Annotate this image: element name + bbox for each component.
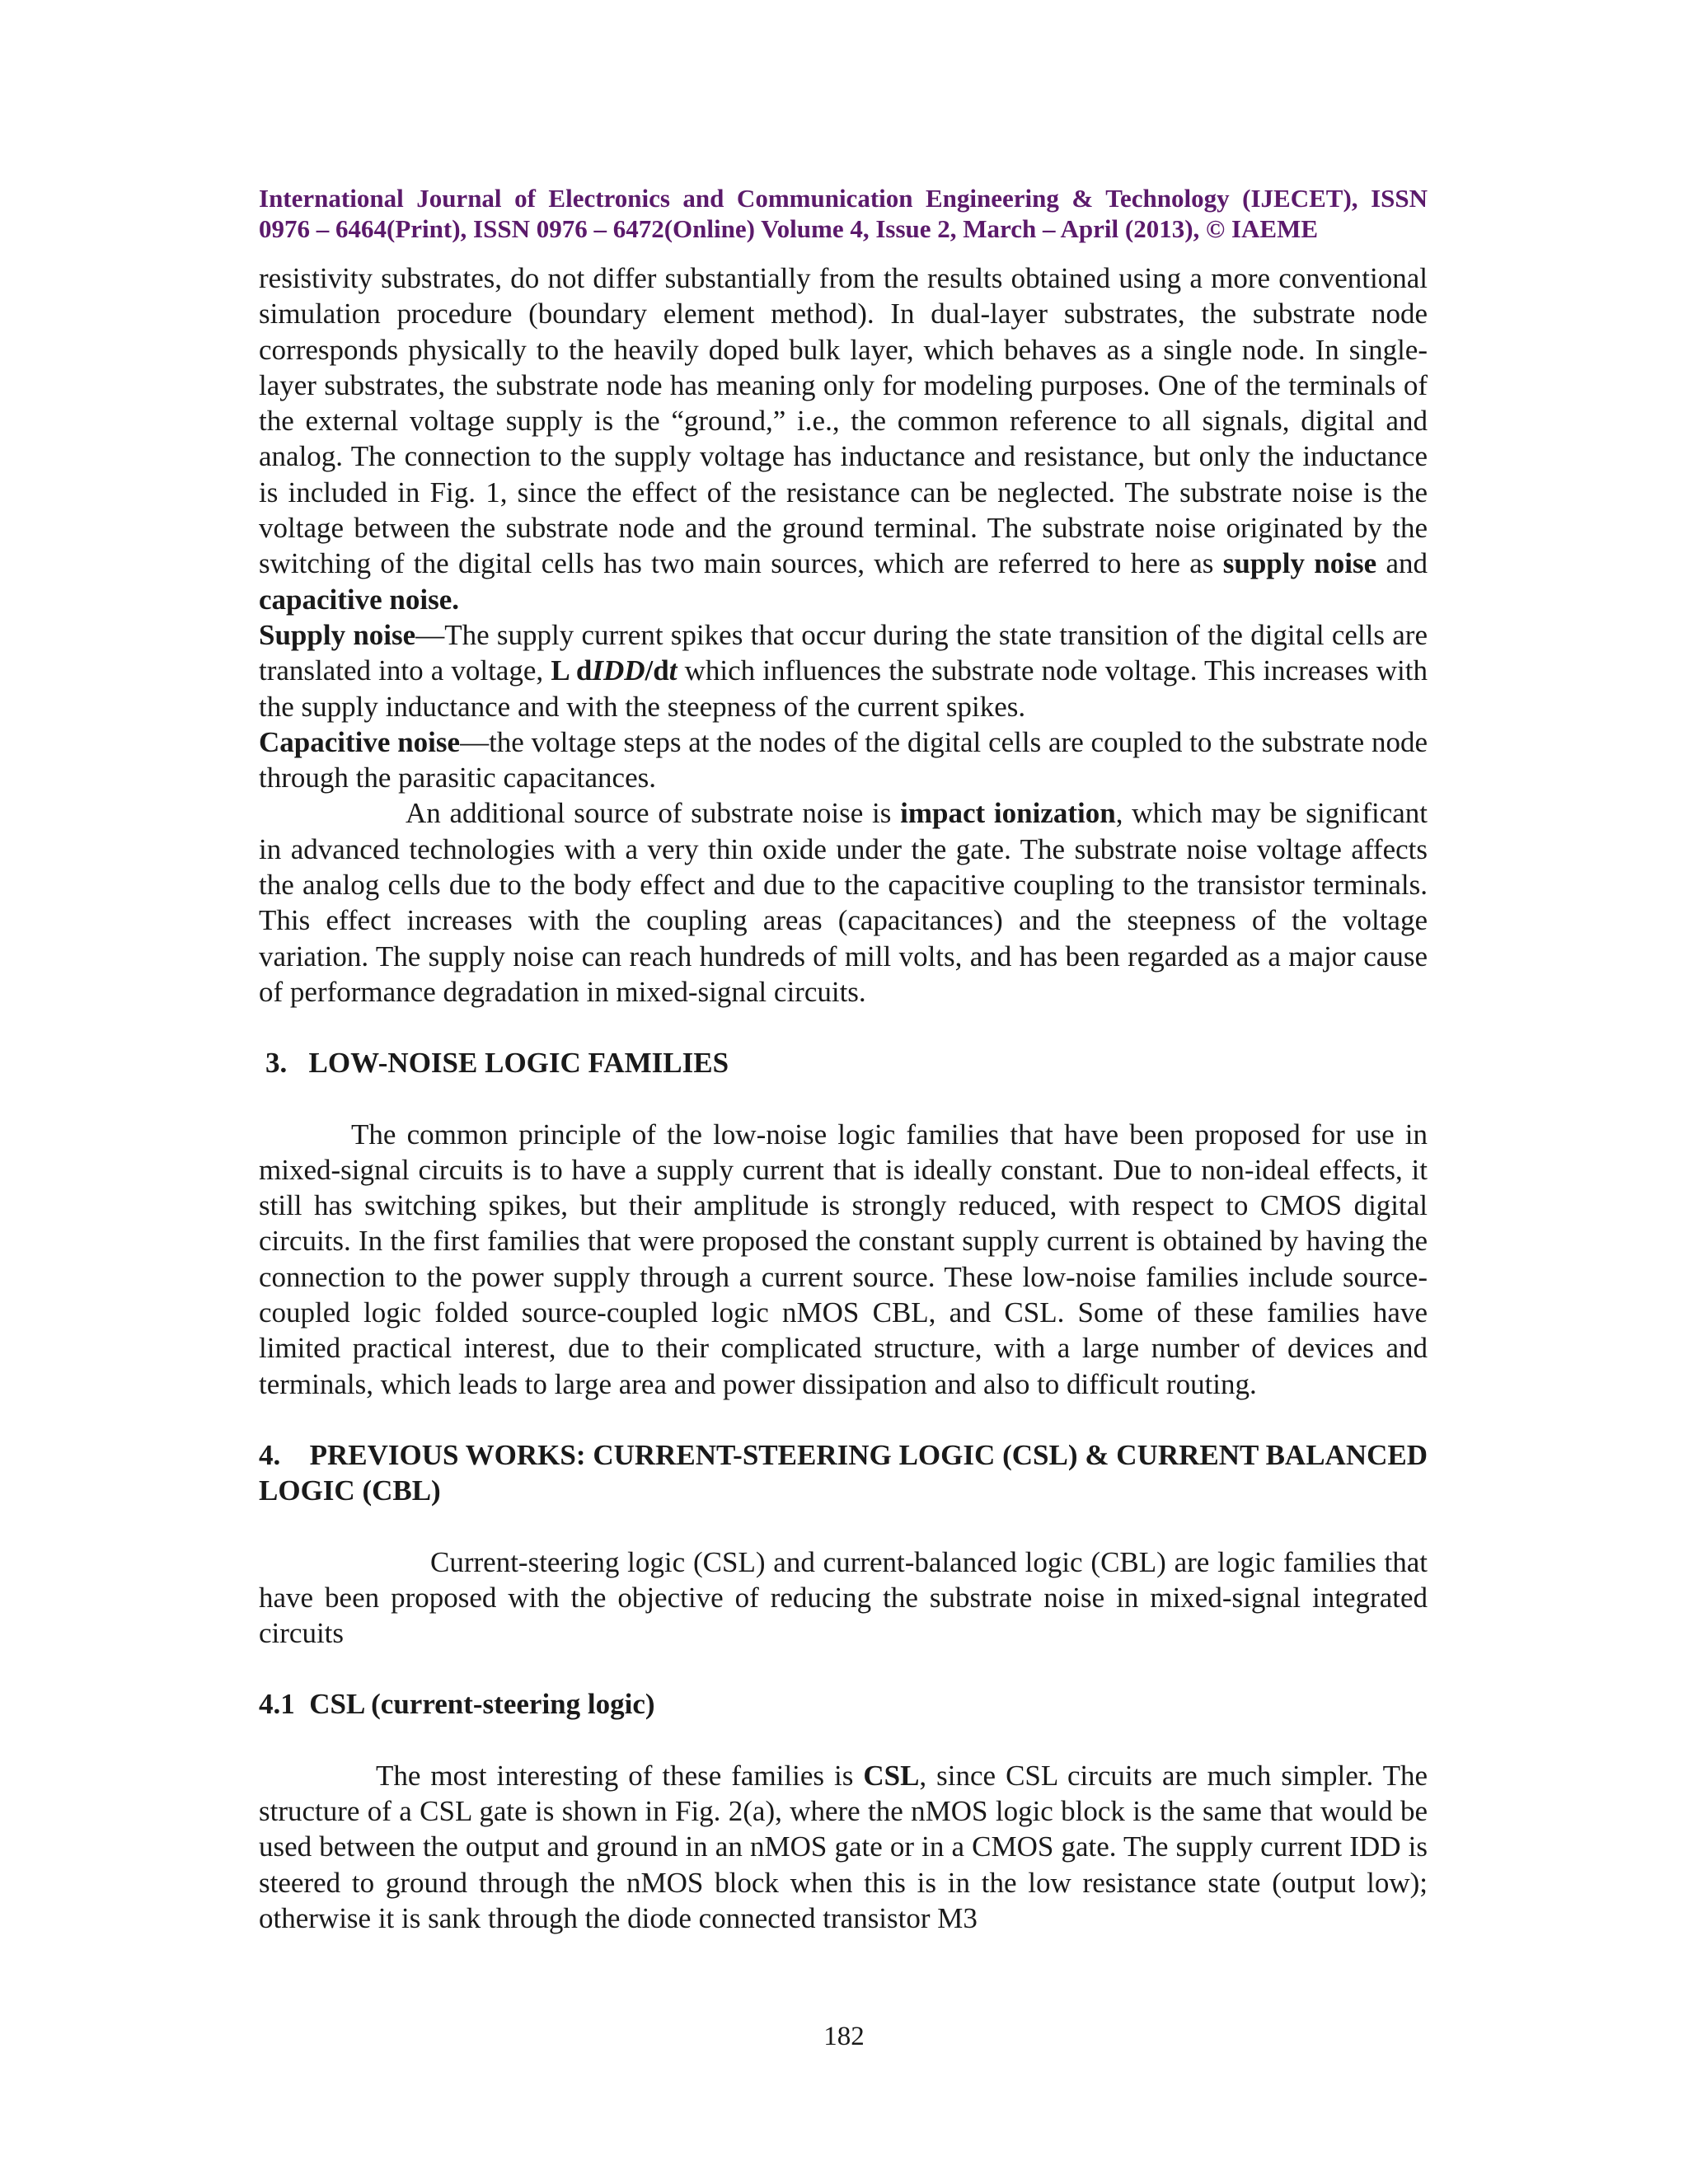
paragraph-text: The most interesting of these families is [376, 1759, 864, 1792]
paragraph-text: and [1376, 547, 1428, 580]
section-heading-3: 3. LOW-NOISE LOGIC FAMILIES [265, 1047, 729, 1080]
bold-term-csl: CSL [863, 1759, 920, 1792]
bold-term: Capacitive noise [259, 725, 461, 758]
paragraph-text: , which may be significant in advanced technologies with a very thin oxide under the gate. The substrate noise voltage affects the analog cells due to the body effect and due to the capacitive coupling to the transistor terminals. This effect increases with the coupling areas (capacitances) and the steepness of the voltage variation. The supply noise can reach hundreds of mill volts, and has been regarded as a major cause of performance degradation in mixed-signal circuits. [259, 797, 1428, 1008]
paragraph-low-noise: The common principle of the low-noise logic families that have been proposed for use in mixed-signal circuits is to have a supply current that is ideally constant. Due to non-ideal effects, it still has switching spikes, but their amplitude is strongly reduced, with respect to CMOS digital circuits. In the first families that were proposed the constant supply current is obtained by having the connection to the power supply through a current source. These low-noise families include source-coupled logic folded source-coupled logic nMOS CBL, and CSL. Some of these families have limited practical interest, due to their complicated structure, with a large number of devices and terminals, which leads to large area and power dissipation and also to difficult routing. [259, 1118, 1428, 1400]
paragraph-text: —the voltage steps at the nodes of the digital cells are coupled to the substrate node through the parasitic capacitances. [259, 725, 1428, 794]
paragraph-text: , since CSL circuits are much simpler. The structure of a CSL gate is shown in Fig. 2(a), where the nMOS logic block is the same that would be used between the output and ground in an nMOS gate or in a CMOS gate. The supply current IDD is steered to ground through the nMOS block when this is in the low resistance state (output low); otherwise it is sank through the diode connected transistor M3 [259, 1759, 1428, 1934]
paragraph-text: —The supply current spikes that occur during the state transition of the digital cells are translated into a voltage, [259, 618, 1428, 687]
paragraph-csl-cbl: Current-steering logic (CSL) and current-balanced logic (CBL) are logic families that have been proposed with the objective of reducing the substrate noise in mixed-signal integrated circuits [259, 1545, 1428, 1650]
bold-term: Supply noise [259, 618, 416, 651]
paragraph-text: resistivity substrates, do not differ substantially from the results obtained using a more conventional simulation procedure (boundary element method). In dual-layer substrates, the substrate node corresponds physically to the heavily doped bulk layer, which behaves as a single node. In single-layer substrates, the substrate node has meaning only for modeling purposes. One of the terminals of the external voltage supply is the “ground,” i.e., the common reference to all signals, digital and analog. The connection to the supply voltage has inductance and resistance, but only the inductance is included in Fig. 1, since the effect of the resistance can be neglected. The substrate noise is the voltage between the substrate node and the ground terminal. The substrate noise originated by the switching of the digital cells has two main sources, which are referred to here as [259, 262, 1428, 580]
paragraph-csl [259, 1758, 1428, 1936]
paragraph-capacitive-noise [259, 724, 1428, 796]
formula [551, 654, 677, 687]
bold-term-supply-noise: supply noise [1222, 547, 1377, 580]
page-content [259, 183, 1435, 1936]
paragraph-substrate-noise [259, 260, 1428, 617]
subsection-heading-4-1: 4.1 CSL (current-steering logic) [259, 1688, 655, 1721]
paragraph-text: which influences the substrate node voltage. This increases with the supply inductance and with the steepness of the current spikes. [259, 654, 1428, 723]
formula-part: t [668, 654, 678, 687]
formula-part: IDD [592, 654, 645, 687]
header-line-1: International Journal of Electronics and Communication Engineering & Technology (IJECET), ISSN [259, 184, 1428, 213]
paragraph-supply-noise [259, 617, 1428, 724]
formula-part: L d [551, 654, 593, 687]
paragraph-text: An additional source of substrate noise is [406, 797, 901, 830]
section-heading-4: 4. PREVIOUS WORKS: CURRENT-STEERING LOGIC (CSL) & CURRENT BALANCED LOGIC (CBL) [259, 1438, 1435, 1507]
bold-term-capacitive-noise: capacitive noise. [259, 583, 460, 616]
bold-term: impact ionization [900, 797, 1116, 830]
journal-header [259, 183, 1428, 244]
paragraph-impact-ionization [259, 795, 1428, 1010]
page-number: 182 [823, 2022, 865, 2051]
formula-part: /d [645, 654, 669, 687]
header-line-2: 0976 – 6464(Print), ISSN 0976 – 6472(Online) Volume 4, Issue 2, March – April (2013), © IAEME [259, 214, 1319, 243]
